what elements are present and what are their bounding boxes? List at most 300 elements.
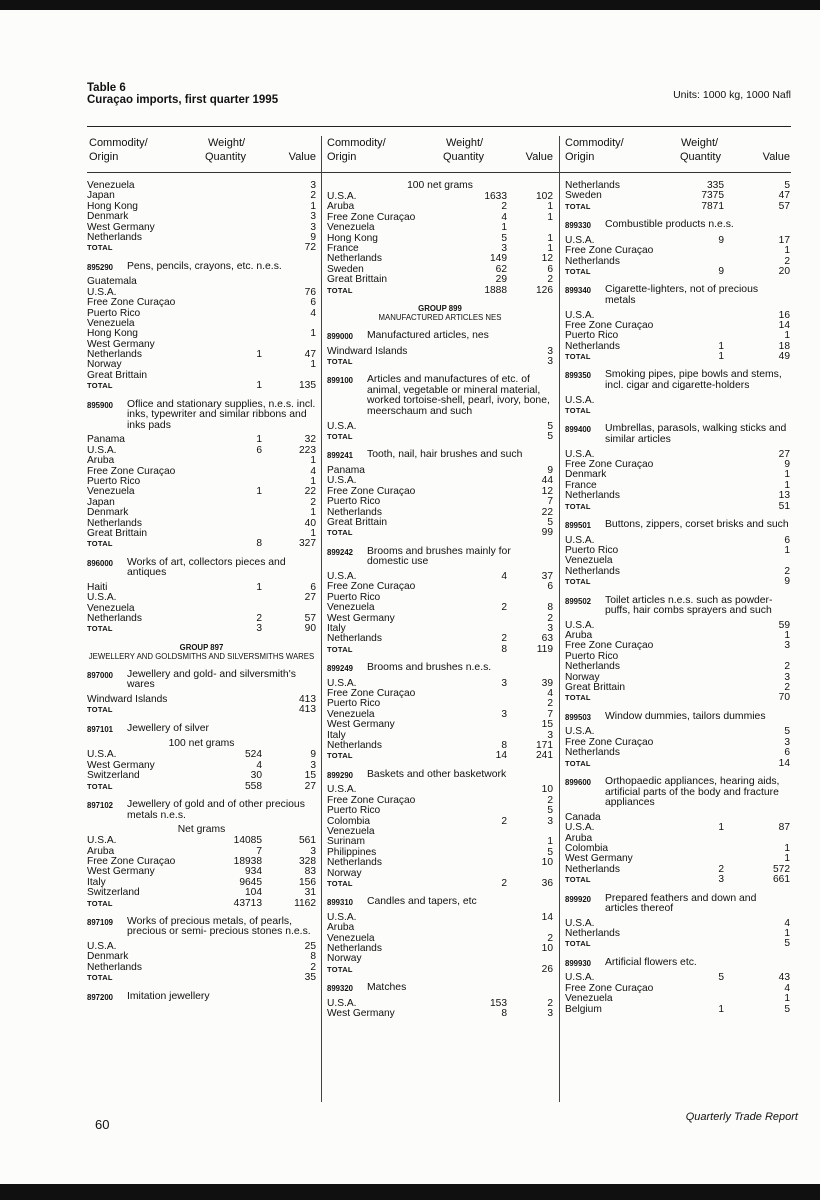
quantity-cell: 3 bbox=[718, 874, 724, 886]
origin-name: Netherlands bbox=[565, 565, 620, 577]
origin-name: U.S.A. bbox=[327, 570, 357, 582]
quantity-cell: 9645 bbox=[239, 876, 262, 888]
table-row bbox=[327, 422, 553, 432]
column-body bbox=[327, 181, 553, 1020]
value-heading: Value bbox=[288, 151, 316, 163]
table-row bbox=[327, 1009, 553, 1019]
value-cell: 10 bbox=[541, 943, 553, 955]
table-row bbox=[87, 508, 316, 518]
value-cell: 18 bbox=[778, 340, 790, 352]
quantity-cell: 14 bbox=[495, 750, 507, 762]
origin-name: Norway bbox=[565, 671, 600, 683]
commodity-description: Toilet articles n.e.s. such as powder-puffs, hair combs sprayers and such bbox=[605, 594, 773, 617]
value-cell: 5 bbox=[547, 431, 553, 443]
value-cell: 10 bbox=[541, 784, 553, 796]
commodity-code: 896000 bbox=[87, 558, 114, 568]
origin-name: Netherlands bbox=[565, 255, 620, 267]
origin-name: Great Brittain bbox=[565, 682, 626, 694]
value-cell: 1 bbox=[784, 330, 790, 342]
quantity-cell: 153 bbox=[490, 997, 507, 1009]
quantity-cell: 9 bbox=[718, 234, 724, 246]
origin-name: Free Zone Curaçao bbox=[87, 465, 176, 477]
table-row bbox=[565, 813, 790, 823]
origin-name: Netherlands bbox=[327, 253, 382, 265]
table-row bbox=[87, 233, 316, 243]
table-row bbox=[87, 487, 316, 497]
value-cell: 16 bbox=[778, 309, 790, 321]
group-heading bbox=[327, 304, 553, 323]
value-cell: 1 bbox=[547, 211, 553, 223]
commodity-description: Window dummies, tailors dummies bbox=[605, 710, 766, 722]
value-cell: 7 bbox=[547, 496, 553, 508]
table-row bbox=[327, 806, 553, 816]
quantity-cell: 8 bbox=[256, 538, 262, 550]
origin-name: Norway bbox=[327, 953, 362, 965]
table-row bbox=[565, 1005, 790, 1015]
table-row bbox=[327, 518, 553, 528]
commodity-code: 899502 bbox=[565, 596, 592, 606]
origin-name: Great Brittain bbox=[87, 369, 148, 381]
table-column-2 bbox=[327, 137, 553, 1020]
origin-name: France bbox=[565, 479, 597, 491]
origin-name: U.S.A. bbox=[565, 534, 595, 546]
total-row bbox=[327, 645, 553, 655]
origin-name: U.S.A. bbox=[565, 448, 595, 460]
commodity-description: Orthopaedic appliances, hearing aids, artificial parts of the body and fracture appliances bbox=[605, 775, 780, 809]
table-row bbox=[87, 446, 316, 456]
quantity-cell: 9 bbox=[718, 265, 724, 277]
origin-name: Puerto Rico bbox=[87, 307, 141, 319]
value-cell: 1 bbox=[784, 630, 790, 642]
commodity-heading bbox=[565, 894, 790, 915]
total-row bbox=[87, 624, 316, 634]
origin-name: Colombia bbox=[565, 842, 609, 854]
total-label: TOTAL bbox=[327, 356, 353, 366]
origin-name: Free Zone Curaçao bbox=[327, 794, 416, 806]
total-row bbox=[87, 381, 316, 391]
value-cell: 1 bbox=[547, 201, 553, 213]
quantity-cell: 1 bbox=[718, 822, 724, 834]
quantity-cell: 7 bbox=[256, 845, 262, 857]
table-row bbox=[565, 621, 790, 631]
origin-name: Venezuela bbox=[327, 932, 375, 944]
value-cell: 2 bbox=[547, 612, 553, 624]
group-number: GROUP 897 bbox=[179, 642, 224, 652]
value-cell: 661 bbox=[773, 874, 790, 886]
value-cell: 22 bbox=[304, 486, 316, 498]
value-cell: 561 bbox=[299, 835, 316, 847]
value-cell: 4 bbox=[784, 917, 790, 929]
unit-note: 100 net grams bbox=[407, 180, 473, 191]
column-headings bbox=[327, 137, 553, 167]
quantity-cell: 8 bbox=[501, 643, 507, 655]
value-cell: 8 bbox=[310, 951, 316, 963]
total-label: TOTAL bbox=[87, 243, 113, 253]
value-cell: 1 bbox=[547, 232, 553, 244]
origin-name: West Germany bbox=[87, 866, 155, 878]
origin-name: France bbox=[327, 242, 359, 254]
value-cell: 15 bbox=[304, 770, 316, 782]
total-row bbox=[327, 879, 553, 889]
commodity-description: Brooms and brushes mainly for domestic use bbox=[367, 545, 511, 568]
origin-name: Free Zone Curaçao bbox=[327, 581, 416, 593]
table-row bbox=[327, 741, 553, 751]
total-row bbox=[87, 243, 316, 253]
quantity-cell: 2 bbox=[501, 602, 507, 614]
table-row bbox=[87, 277, 316, 287]
value-cell: 3 bbox=[784, 736, 790, 748]
origin-name: Aruba bbox=[87, 455, 115, 467]
total-row bbox=[565, 693, 790, 703]
commodity-code: 899930 bbox=[565, 958, 592, 968]
page-number: 60 bbox=[95, 1117, 110, 1132]
total-label: TOTAL bbox=[327, 285, 353, 295]
commodity-code: 899330 bbox=[565, 221, 592, 231]
quantity-cell: 2 bbox=[501, 877, 507, 889]
origin-name: Puerto Rico bbox=[327, 805, 381, 817]
commodity-heading bbox=[565, 220, 790, 232]
commodity-description: Umbrellas, parasols, walking sticks and similar articles bbox=[605, 423, 787, 446]
table-row bbox=[87, 181, 316, 191]
value-cell: 135 bbox=[299, 380, 316, 392]
origin-name: Venezuela bbox=[565, 993, 613, 1005]
origin-name: Great Brittain bbox=[87, 527, 148, 539]
origin-heading: Origin bbox=[89, 151, 119, 163]
origin-name: Netherlands bbox=[87, 517, 142, 529]
value-cell: 6 bbox=[547, 263, 553, 275]
origin-name: U.S.A. bbox=[327, 191, 357, 202]
value-cell: 72 bbox=[304, 242, 316, 254]
origin-name: U.S.A. bbox=[87, 749, 117, 761]
quantity-heading: Quantity bbox=[205, 151, 246, 163]
value-cell: 1 bbox=[784, 544, 790, 556]
value-cell: 2 bbox=[547, 794, 553, 806]
table-row bbox=[327, 720, 553, 730]
quantity-cell: 2 bbox=[718, 863, 724, 875]
quantity-cell: 1633 bbox=[484, 191, 507, 202]
value-cell: 2 bbox=[547, 932, 553, 944]
total-row bbox=[565, 352, 790, 362]
origin-name: Hong Kong bbox=[327, 232, 378, 244]
origin-name: Denmark bbox=[87, 507, 129, 519]
origin-name: Netherlands bbox=[327, 943, 382, 955]
commodity-heading bbox=[565, 520, 790, 532]
value-cell: 156 bbox=[299, 876, 316, 888]
value-cell: 1 bbox=[310, 200, 316, 212]
quantity-cell: 29 bbox=[495, 274, 507, 286]
origin-name: U.S.A. bbox=[87, 444, 117, 456]
quantity-cell: 8 bbox=[501, 1008, 507, 1020]
origin-name: Denmark bbox=[565, 469, 607, 481]
total-row bbox=[87, 899, 316, 909]
origin-name: Windward Islands bbox=[87, 694, 168, 706]
quantity-cell: 2 bbox=[501, 633, 507, 645]
origin-name: U.S.A. bbox=[565, 309, 595, 321]
commodity-heading bbox=[565, 777, 790, 809]
quantity-cell: 335 bbox=[707, 180, 724, 191]
origin-heading: Origin bbox=[327, 151, 357, 163]
commodity-description: Matches bbox=[367, 982, 407, 994]
total-label: TOTAL bbox=[327, 878, 353, 888]
commodity-description: Jewellery of silver bbox=[127, 722, 209, 734]
commodity-heading bbox=[327, 450, 553, 462]
value-cell: 2 bbox=[310, 496, 316, 508]
value-cell: 20 bbox=[778, 265, 790, 277]
origin-name: Panama bbox=[327, 465, 365, 477]
origin-name: Venezuela bbox=[327, 602, 375, 614]
value-cell: 9 bbox=[310, 231, 316, 243]
origin-name: U.S.A. bbox=[87, 286, 117, 298]
value-cell: 1 bbox=[547, 836, 553, 848]
quantity-cell: 2 bbox=[256, 613, 262, 625]
quantity-cell: 104 bbox=[245, 887, 262, 899]
value-cell: 13 bbox=[778, 490, 790, 502]
origin-name: U.S.A. bbox=[565, 234, 595, 246]
commodity-code: 899600 bbox=[565, 777, 592, 787]
origin-name: Netherlands bbox=[327, 633, 382, 645]
total-row bbox=[327, 965, 553, 975]
commodity-code: 895900 bbox=[87, 400, 114, 410]
quantity-cell: 2 bbox=[501, 201, 507, 213]
origin-name: Free Zone Curaçao bbox=[87, 855, 176, 867]
column-divider bbox=[321, 136, 322, 1102]
commodity-description: Works of art, collectors pieces and antiques bbox=[127, 556, 286, 579]
top-scan-border bbox=[0, 0, 820, 10]
commodity-description: Smoking pipes, pipe bowls and stems, incl. cigar and cigarette-holders bbox=[605, 369, 782, 392]
origin-name: U.S.A. bbox=[565, 917, 595, 929]
value-cell: 32 bbox=[304, 434, 316, 446]
commodity-code: 897200 bbox=[87, 992, 114, 1002]
column-body bbox=[87, 181, 316, 1007]
value-cell: 57 bbox=[778, 200, 790, 212]
commodity-description: Manufactured articles, nes bbox=[367, 329, 489, 341]
value-cell: 9 bbox=[310, 749, 316, 761]
value-cell: 2 bbox=[784, 255, 790, 267]
origin-name: U.S.A. bbox=[327, 784, 357, 796]
table-row bbox=[565, 246, 790, 256]
group-title: JEWELLERY AND GOLDSMITHS AND SILVERSMITHS WARES bbox=[88, 652, 315, 662]
value-cell: 57 bbox=[304, 613, 316, 625]
table-title: Curaçao imports, first quarter 1995 bbox=[87, 94, 279, 106]
value-cell: 1 bbox=[310, 475, 316, 487]
commodity-description: Jewellery of gold and of other precious metals n.e.s. bbox=[127, 798, 305, 821]
value-cell: 14 bbox=[541, 911, 553, 923]
value-cell: 2 bbox=[547, 274, 553, 286]
value-cell: 3 bbox=[784, 640, 790, 652]
quantity-cell: 1 bbox=[718, 1003, 724, 1015]
quantity-cell: 18938 bbox=[233, 855, 262, 867]
weight-heading: Weight/ bbox=[681, 137, 719, 149]
value-cell: 2 bbox=[547, 698, 553, 710]
commodity-code: 899000 bbox=[327, 331, 354, 341]
commodity-heading bbox=[87, 400, 316, 432]
value-cell: 14 bbox=[778, 757, 790, 769]
origin-name: U.S.A. bbox=[327, 997, 357, 1009]
commodity-heading bbox=[565, 285, 790, 306]
origin-name: Netherlands bbox=[565, 180, 620, 191]
table-row bbox=[565, 748, 790, 758]
unit-note: 100 net grams bbox=[168, 738, 235, 750]
quantity-cell: 1 bbox=[256, 581, 262, 593]
commodity-code: 899290 bbox=[327, 770, 354, 780]
total-label: TOTAL bbox=[87, 539, 113, 549]
origin-name: Japan bbox=[87, 190, 115, 202]
commodity-code: 899241 bbox=[327, 451, 354, 461]
origin-name: Netherlands bbox=[327, 740, 382, 752]
origin-name: Canada bbox=[565, 811, 601, 823]
total-label: TOTAL bbox=[87, 624, 113, 634]
value-cell: 44 bbox=[541, 475, 553, 487]
origin-name: Venezuela bbox=[565, 555, 613, 567]
origin-name: Italy bbox=[327, 729, 346, 741]
value-cell: 7 bbox=[547, 708, 553, 720]
quantity-cell: 30 bbox=[250, 770, 262, 782]
quantity-heading: Quantity bbox=[443, 151, 484, 163]
quantity-cell: 62 bbox=[495, 263, 507, 275]
commodity-heading: Commodity/ bbox=[565, 137, 624, 149]
origin-name: Windward Islands bbox=[327, 345, 408, 357]
column-header-rule bbox=[87, 172, 791, 173]
value-cell: 2 bbox=[784, 661, 790, 673]
value-cell: 27 bbox=[304, 592, 316, 604]
commodity-description: Combustible products n.e.s. bbox=[605, 219, 734, 231]
value-cell: 12 bbox=[541, 253, 553, 265]
total-label: TOTAL bbox=[565, 201, 591, 211]
table-row bbox=[327, 634, 553, 644]
commodity-heading bbox=[565, 370, 790, 391]
quantity-cell: 5 bbox=[718, 972, 724, 984]
table-row bbox=[327, 858, 553, 868]
quantity-heading: Quantity bbox=[680, 151, 721, 163]
value-cell: 3 bbox=[547, 345, 553, 357]
total-label: TOTAL bbox=[565, 693, 591, 703]
total-row bbox=[327, 751, 553, 761]
origin-name: Netherlands bbox=[565, 340, 620, 352]
value-cell: 87 bbox=[778, 822, 790, 834]
commodity-code: 899920 bbox=[565, 894, 592, 904]
total-label: TOTAL bbox=[565, 577, 591, 587]
value-cell: 2 bbox=[784, 682, 790, 694]
value-cell: 8 bbox=[547, 602, 553, 614]
value-cell: 22 bbox=[541, 506, 553, 518]
total-label: TOTAL bbox=[565, 758, 591, 768]
value-cell: 3 bbox=[310, 221, 316, 233]
table-row bbox=[87, 963, 316, 973]
commodity-heading bbox=[327, 663, 553, 675]
total-row bbox=[565, 267, 790, 277]
value-cell: 5 bbox=[784, 1003, 790, 1015]
table-column-1 bbox=[87, 137, 316, 1002]
total-row bbox=[565, 759, 790, 769]
total-label: TOTAL bbox=[565, 939, 591, 949]
total-row bbox=[87, 782, 316, 792]
value-cell: 1 bbox=[310, 359, 316, 371]
value-cell: 70 bbox=[778, 692, 790, 704]
quantity-cell: 558 bbox=[245, 780, 262, 792]
quantity-cell: 1 bbox=[256, 380, 262, 392]
value-cell: 17 bbox=[778, 234, 790, 246]
value-cell: 76 bbox=[304, 286, 316, 298]
origin-name: U.S.A. bbox=[565, 726, 595, 738]
origin-name: West Germany bbox=[327, 1008, 395, 1020]
quantity-cell: 4 bbox=[501, 211, 507, 223]
value-cell: 47 bbox=[304, 349, 316, 361]
column-headings bbox=[565, 137, 790, 167]
commodity-description: Brooms and brushes n.e.s. bbox=[367, 662, 492, 674]
total-row bbox=[565, 202, 790, 212]
origin-name: Switzerland bbox=[87, 770, 140, 782]
commodity-heading bbox=[87, 800, 316, 821]
value-cell: 572 bbox=[773, 863, 790, 875]
value-cell: 6 bbox=[310, 297, 316, 309]
commodity-heading bbox=[565, 712, 790, 724]
origin-name: Aruba bbox=[327, 922, 355, 934]
value-cell: 6 bbox=[784, 747, 790, 759]
value-cell: 40 bbox=[304, 517, 316, 529]
quantity-cell: 149 bbox=[490, 253, 507, 265]
weight-heading: Weight/ bbox=[208, 137, 246, 149]
origin-name: Netherlands bbox=[87, 231, 142, 243]
origin-name: Venezuela bbox=[87, 486, 135, 498]
value-cell: 3 bbox=[547, 622, 553, 634]
total-row bbox=[87, 539, 316, 549]
commodity-code: 899310 bbox=[327, 898, 354, 908]
value-cell: 35 bbox=[304, 972, 316, 984]
quantity-cell: 3 bbox=[501, 708, 507, 720]
table-row bbox=[87, 371, 316, 381]
table-number: Table 6 bbox=[87, 82, 126, 94]
value-heading: Value bbox=[762, 151, 790, 163]
origin-name: Netherlands bbox=[565, 490, 620, 502]
table-column-3 bbox=[565, 137, 790, 1015]
quantity-cell: 1888 bbox=[484, 284, 507, 296]
total-label: TOTAL bbox=[565, 352, 591, 362]
total-label: TOTAL bbox=[565, 266, 591, 276]
origin-name: U.S.A. bbox=[327, 677, 357, 689]
origin-name: Norway bbox=[327, 867, 362, 879]
origin-name: U.S.A. bbox=[327, 420, 357, 432]
commodity-heading bbox=[565, 424, 790, 445]
commodity-heading bbox=[87, 724, 316, 736]
origin-name: Haiti bbox=[87, 581, 108, 593]
value-cell: 2 bbox=[784, 565, 790, 577]
table-row bbox=[565, 865, 790, 875]
value-cell: 37 bbox=[541, 570, 553, 582]
table-row bbox=[327, 192, 553, 202]
origin-name: Free Zone Curaçao bbox=[565, 736, 654, 748]
value-cell: 63 bbox=[541, 633, 553, 645]
quantity-cell: 4 bbox=[501, 570, 507, 582]
value-cell: 9 bbox=[547, 465, 553, 477]
total-row bbox=[565, 939, 790, 949]
origin-name: Venezuela bbox=[327, 222, 375, 234]
table-row bbox=[87, 867, 316, 877]
header-rule bbox=[87, 126, 791, 127]
group-title: MANUFACTURED ARTICLES NES bbox=[378, 313, 502, 323]
origin-name: Free Zone Curaçao bbox=[327, 485, 416, 497]
value-cell: 1 bbox=[784, 245, 790, 257]
commodity-description: Artificial flowers etc. bbox=[605, 956, 697, 968]
origin-name: U.S.A. bbox=[327, 475, 357, 487]
value-cell: 1 bbox=[784, 993, 790, 1005]
quantity-cell: 6 bbox=[256, 444, 262, 456]
origin-name: U.S.A. bbox=[565, 822, 595, 834]
commodity-heading bbox=[87, 992, 316, 1004]
commodity-code: 899100 bbox=[327, 376, 354, 386]
value-cell: 9 bbox=[784, 576, 790, 588]
value-cell: 3 bbox=[547, 355, 553, 367]
origin-name: Venezuela bbox=[87, 602, 135, 614]
